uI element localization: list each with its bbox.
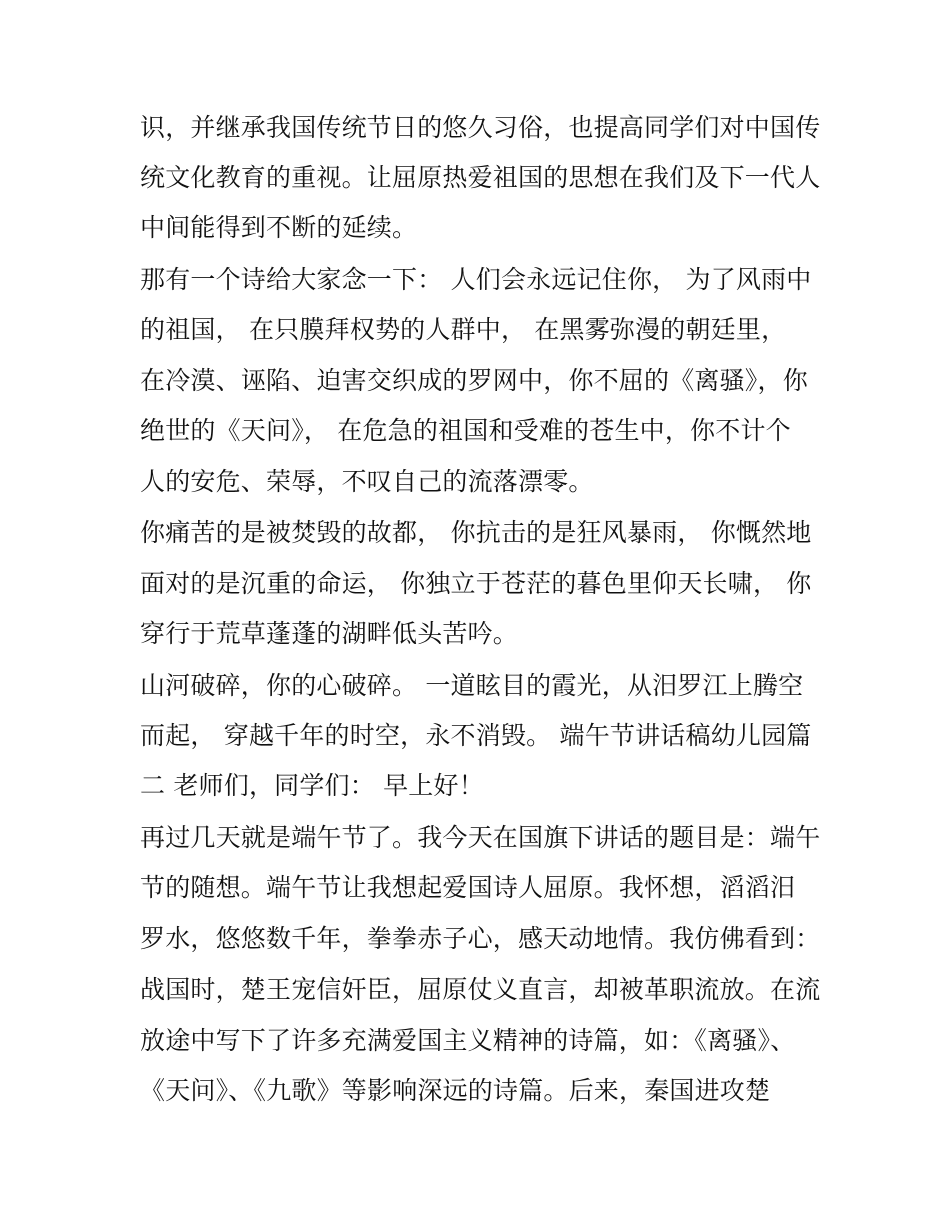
text-line: 罗水，悠悠数千年，拳拳赤子心，感天动地情。我仿佛看到： [140,924,821,953]
text-line: 放途中写下了许多充满爱国主义精神的诗篇，如：《离骚》、 [140,1026,796,1055]
text-line: 的祖国， 在只膜拜权势的人群中， 在黑雾弥漫的朝廷里， [140,315,787,344]
text-line: 二 老师们，同学们： 早上好！ [140,771,484,800]
text-line: 那有一个诗给大家念一下： 人们会永远记住你， 为了风雨中 [140,265,812,294]
text-line: 《天问》、《九歌》等影响深远的诗篇。后来，秦国进攻楚 [140,1076,771,1105]
text-line: 穿行于荒草蓬蓬的湖畔低头苦吟。 [140,619,519,648]
text-line: 在冷漠、诬陷、迫害交织成的罗网中，你不屈的《离骚》，你 [140,366,808,395]
text-line: 节的随想。端午节让我想起爱国诗人屈原。我怀想，滔滔汨 [140,873,796,902]
text-line: 人的安危、荣辱，不叹自己的流落漂零。 [140,467,594,496]
text-line: 识，并继承我国传统节日的悠久习俗，也提高同学们对中国传 [140,113,821,142]
text-line: 你痛苦的是被焚毁的故都， 你抗击的是狂风暴雨， 你慨然地 [140,518,812,547]
text-line: 战国时，楚王宠信奸臣，屈原仗义直言，却被革职流放。在流 [140,975,821,1004]
text-line: 统文化教育的重视。让屈原热爱祖国的思想在我们及下一代人 [140,163,821,192]
text-line: 面对的是沉重的命运， 你独立于苍茫的暮色里仰天长啸， 你 [140,569,812,598]
text-line: 山河破碎，你的心破碎。 一道眩目的霞光，从汨罗江上腾空 [140,671,804,700]
text-line: 而起， 穿越千年的时空，永不消毁。 端午节讲话稿幼儿园篇 [140,721,812,750]
text-line: 绝世的《天问》， 在危急的祖国和受难的苍生中，你不计个 [140,416,791,445]
text-line: 中间能得到不断的延续。 [140,213,418,242]
text-line: 再过几天就是端午节了。我今天在国旗下讲话的题目是：端午 [140,823,821,852]
